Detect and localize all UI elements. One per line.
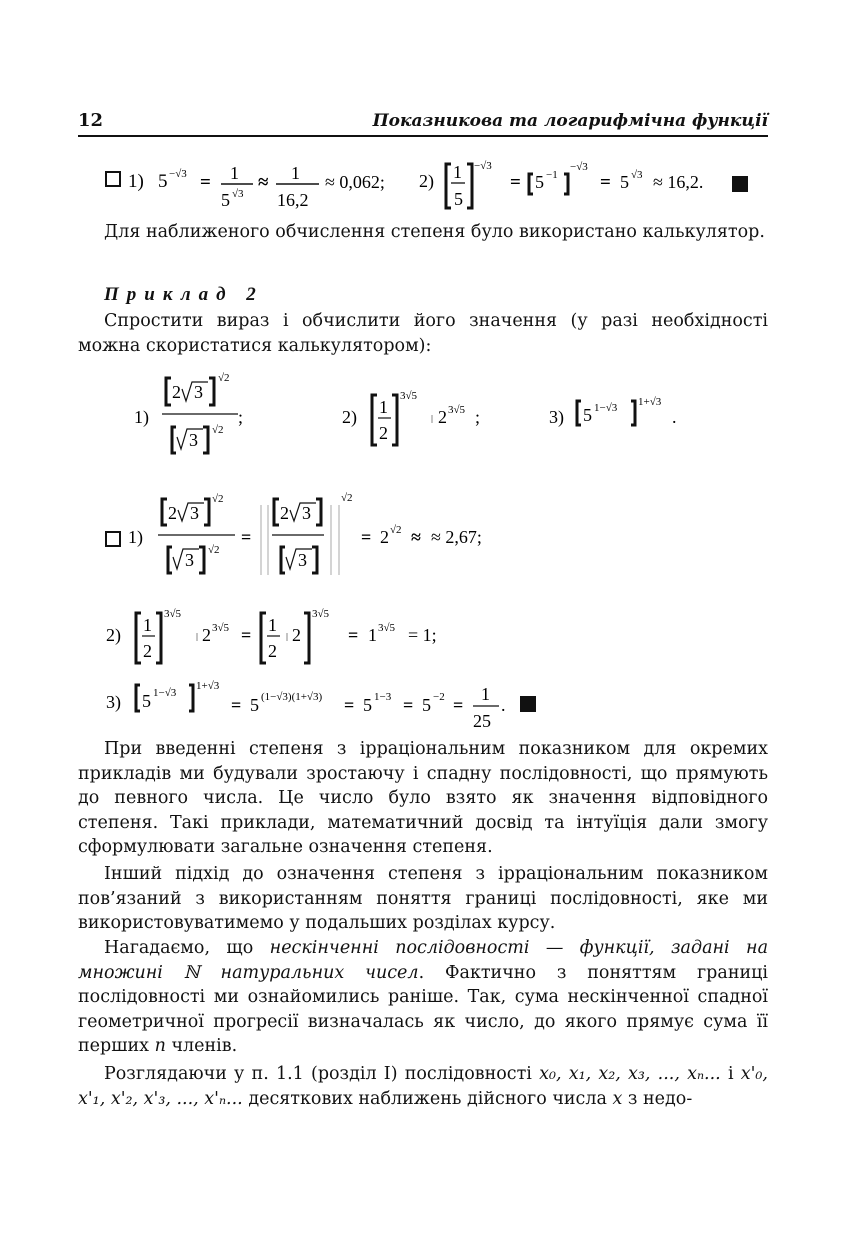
svg-text:3: 3: [298, 550, 307, 570]
svg-text:3√5: 3√5: [448, 404, 466, 416]
svg-text:1+√3: 1+√3: [196, 680, 220, 692]
example-heading: Приклад 2: [104, 284, 264, 305]
svg-text:=: =: [510, 172, 521, 193]
svg-text:2: 2: [268, 641, 277, 661]
item-2-label: 2): [419, 171, 434, 191]
item-1-label: 1): [128, 171, 144, 192]
denominator-base: 5: [221, 190, 230, 210]
svg-text:1: 1: [368, 625, 377, 645]
svg-text:≈: ≈: [258, 172, 269, 193]
solution-start-marker: [106, 172, 120, 186]
paragraph-1: При введенні степеня з ірраціональним показником для окремих прикладів ми будували зростаючу і спадну послідовності, що прямують до певного числа. Це число було взято як значення відповідного степеня. Такі приклади, математичний досвід та інтуїція дали змогу сформулювати загальне означення степеня.: [78, 739, 768, 857]
solution-example2: [78, 485, 778, 735]
solution-end-marker: [732, 176, 748, 192]
base: 5: [620, 172, 629, 192]
svg-text:1: 1: [481, 684, 490, 704]
svg-text:√2: √2: [212, 493, 224, 505]
svg-text:2: 2: [280, 503, 289, 523]
svg-text:2: 2: [379, 423, 388, 443]
svg-text:√2: √2: [390, 524, 402, 536]
svg-text:2: 2: [292, 625, 301, 645]
svg-text:3: 3: [302, 503, 311, 523]
svg-text:=: =: [241, 625, 252, 645]
numerator: 1: [453, 162, 462, 182]
svg-text:2): 2): [342, 407, 357, 427]
svg-text:1: 1: [379, 397, 388, 417]
svg-text:=: =: [231, 695, 242, 715]
numerator: 1: [291, 163, 300, 183]
svg-text:1: 1: [268, 615, 277, 635]
svg-text:1): 1): [134, 407, 149, 427]
svg-text:;: ;: [475, 407, 481, 427]
svg-text:.: .: [672, 407, 677, 427]
svg-text:−2: −2: [433, 691, 445, 703]
result-one: = 1;: [408, 625, 437, 645]
svg-text:3√5: 3√5: [164, 608, 182, 620]
svg-text:5: 5: [142, 691, 151, 711]
svg-text:√2: √2: [208, 544, 220, 556]
svg-text:=: =: [344, 695, 355, 715]
svg-text:2: 2: [438, 407, 447, 427]
page-number: 12: [78, 110, 104, 131]
solution-start-marker: [106, 532, 120, 546]
calculator-note: Для наближеного обчислення степеня було використано калькулятор.: [104, 222, 765, 242]
approx-result: ≈ 2,67;: [431, 527, 482, 547]
approx-result-1: ≈ 0,062;: [325, 172, 385, 192]
paragraph-3: Нагадаємо, що нескінченні послідовності — функції, задані на множині ℕ натуральних чисел. Фактично з поняттям границі послідовності ми ознайомились раніше. Так, сума нескінченної спадної геометричної прогресії визначалась як число, до якого прямує сума її перших n членів.: [78, 938, 769, 1056]
svg-text:1): 1): [128, 527, 143, 547]
task-expressions: [78, 365, 778, 465]
svg-text:3√5: 3√5: [400, 390, 418, 402]
svg-text:1: 1: [143, 615, 152, 635]
paragraph-2: Інший підхід до означення степеня з ірраціональним показником пов’язаний з використанням поняття границі послідовності, яке ми використовуватимемо у подальших розділах курсу.: [78, 864, 768, 933]
svg-text:2: 2: [172, 382, 181, 402]
svg-text:3√5: 3√5: [312, 608, 330, 620]
svg-text:3): 3): [549, 407, 564, 427]
exponent: −√3: [570, 161, 588, 173]
svg-text:1−√3: 1−√3: [594, 402, 618, 414]
svg-text:3): 3): [106, 692, 121, 712]
svg-text:2: 2: [143, 641, 152, 661]
svg-text:5: 5: [250, 695, 259, 715]
svg-text:3√5: 3√5: [212, 622, 230, 634]
svg-text:5: 5: [583, 405, 592, 425]
approx-result-2: ≈ 16,2.: [653, 172, 704, 192]
svg-text:3: 3: [185, 550, 194, 570]
svg-text:.: .: [501, 695, 506, 715]
denominator: 16,2: [277, 190, 309, 210]
numerator: 1: [230, 163, 239, 183]
exponent: −√3: [169, 168, 187, 180]
svg-text:3: 3: [190, 503, 199, 523]
svg-text:1−3: 1−3: [374, 691, 392, 703]
svg-text:5: 5: [363, 695, 372, 715]
base: 5: [535, 172, 544, 192]
exponent: √3: [631, 169, 643, 181]
svg-text:=: =: [361, 527, 372, 547]
running-title: Показникова та логарифмічна функції: [372, 111, 768, 131]
svg-text:≈: ≈: [411, 527, 421, 547]
svg-text:2: 2: [202, 625, 211, 645]
svg-text:3: 3: [189, 430, 198, 450]
svg-text:2: 2: [168, 503, 177, 523]
svg-text:=: =: [600, 172, 611, 193]
svg-text:=: =: [200, 172, 211, 193]
svg-text:1−√3: 1−√3: [153, 687, 177, 699]
svg-text:=: =: [453, 695, 464, 715]
svg-text:3√5: 3√5: [378, 622, 396, 634]
svg-text:2: 2: [380, 527, 389, 547]
svg-text:√2: √2: [218, 372, 230, 384]
denominator-exponent: √3: [232, 188, 244, 200]
svg-text:√2: √2: [212, 424, 224, 436]
svg-text:3: 3: [194, 382, 203, 402]
svg-text:=: =: [403, 695, 414, 715]
base: 5: [158, 171, 168, 192]
final-denominator: 25: [473, 711, 491, 731]
exponent: −√3: [474, 160, 492, 172]
svg-text:√2: √2: [341, 492, 353, 504]
svg-text:(1−√3)(1+√3): (1−√3)(1+√3): [261, 691, 323, 703]
example-task: Спростити вираз і обчислити його значення (у разі необхідності можна скористатися калькулятором):: [78, 311, 768, 356]
svg-text:5: 5: [422, 695, 431, 715]
header-rule: [78, 135, 768, 137]
solution-end-marker: [520, 696, 536, 712]
svg-text:2): 2): [106, 625, 121, 645]
exponent: −1: [546, 169, 558, 181]
svg-text:=: =: [241, 527, 252, 547]
paragraph-4: Розглядаючи у п. 1.1 (розділ І) послідовності x₀, x₁, x₂, x₃, ..., xₙ... і x'₀, x'₁, x'₂, x'₃, ..., x'ₙ... десяткових наближень дійсного числа x з недо-: [78, 1064, 768, 1109]
denominator: 5: [454, 189, 463, 209]
svg-text:;: ;: [238, 407, 244, 427]
svg-text:=: =: [348, 625, 359, 645]
svg-text:1+√3: 1+√3: [638, 396, 662, 408]
solution-example1: [78, 150, 778, 215]
